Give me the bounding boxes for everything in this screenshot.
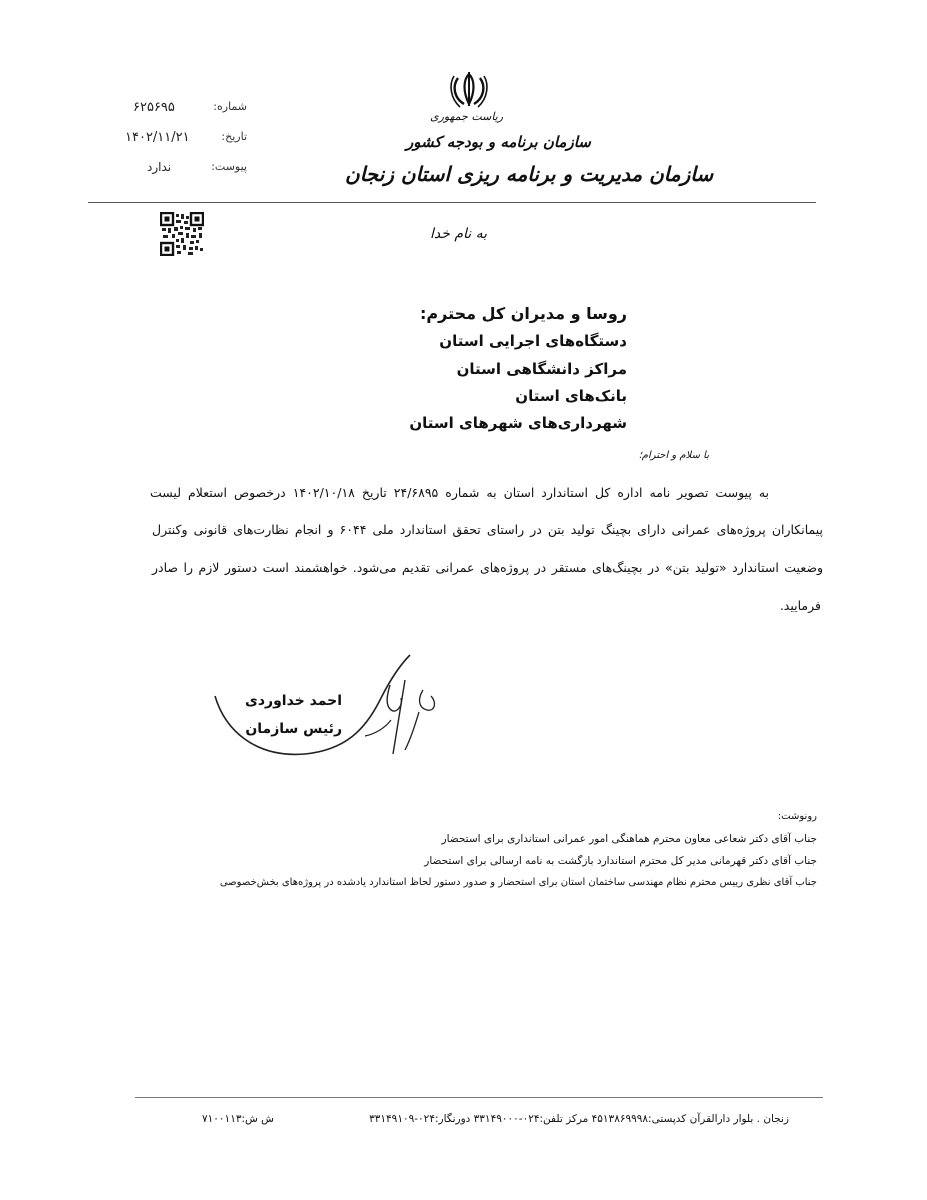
body-paragraph-line: به پیوست تصویر نامه اداره کل استاندارد استان به شماره ۲۴/۶۸۹۵ تاریخ ۱۴۰۲/۱۰/۱۸ درخصوص استعلام لیست xyxy=(150,485,769,500)
addressee-line: مراکز دانشگاهی استان xyxy=(456,360,627,378)
provincial-org-name: سازمان مدیریت و برنامه ریزی استان زنجان xyxy=(345,162,714,186)
footer-address: زنجان . بلوار دارالقرآن کدپستی:۴۵۱۳۸۶۹۹۹۸ مرکز تلفن:۰۲۴-۳۳۱۴۹۰۰۰ دورنگار:۰۲۴-۳۳۱۴۹۱۰۹ xyxy=(369,1113,789,1125)
attachment-label: پیوست: xyxy=(211,160,247,173)
bename-heading: به نام خدا xyxy=(430,226,488,242)
signer-name: احمد خداوردی xyxy=(245,693,342,709)
addressee-line: شهرداری‌های شهرهای استان xyxy=(409,414,627,432)
national-org-name: سازمان برنامه و بودجه کشور xyxy=(406,133,591,151)
letter-date: ۱۴۰۲/۱۱/۲۱ xyxy=(125,130,190,145)
date-label: تاریخ: xyxy=(221,130,247,143)
addressee-line: بانک‌های استان xyxy=(515,387,627,405)
body-paragraph-line: وضعیت استاندارد «تولید بتن» در بچینگ‌های مستقر در پروژه‌های عمرانی تقدیم می‌شود. خواهشمند است دستور لازم را صادر xyxy=(152,560,823,575)
cc-line: جناب آقای نظری رییس محترم نظام مهندسی ساختمان استان برای استحضار و صدور دستور لحاظ استاندارد یادشده در پروژه‌های بخش‌خصوصی xyxy=(219,877,817,888)
addressee-line: دستگاه‌های اجرایی استان xyxy=(439,332,627,350)
letter-number: ۶۲۵۶۹۵ xyxy=(133,100,175,115)
cc-line: جناب آقای دکتر قهرمانی مدیر کل محترم استاندارد بازگشت به نامه ارسالی برای استحضار xyxy=(424,855,817,867)
presidency-label: ریاست جمهوری xyxy=(430,110,504,123)
cc-title: رونوشت: xyxy=(777,811,817,822)
number-label: شماره: xyxy=(213,100,247,113)
header-divider xyxy=(88,202,816,203)
cc-line: جناب آقای دکتر شعاعی معاون محترم هماهنگی امور عمرانی استانداری برای استحضار xyxy=(441,833,817,845)
signer-title: رئیس سازمان xyxy=(245,721,342,737)
iran-emblem-icon xyxy=(446,70,492,110)
qr-code-icon xyxy=(160,212,204,256)
footer-code: ش ش:۷۱۰۰۱۱۳ xyxy=(202,1113,274,1125)
letter-meta xyxy=(125,98,247,178)
footer-divider xyxy=(135,1097,823,1098)
attachment-value: ندارد xyxy=(147,160,172,174)
addressee-title: روسا و مدیران کل محترم: xyxy=(419,304,627,323)
body-paragraph-line: فرمایید. xyxy=(779,598,821,613)
body-paragraph-line: پیمانکاران پروژه‌های عمرانی دارای بچینگ تولید بتن در راستای تحقق استاندارد ملی ۶۰۴۴ و انجام نظارت‌های قانونی وکنترل xyxy=(152,522,823,537)
greeting: با سلام و احترام؛ xyxy=(638,450,709,461)
handwritten-signature-icon xyxy=(205,650,445,780)
